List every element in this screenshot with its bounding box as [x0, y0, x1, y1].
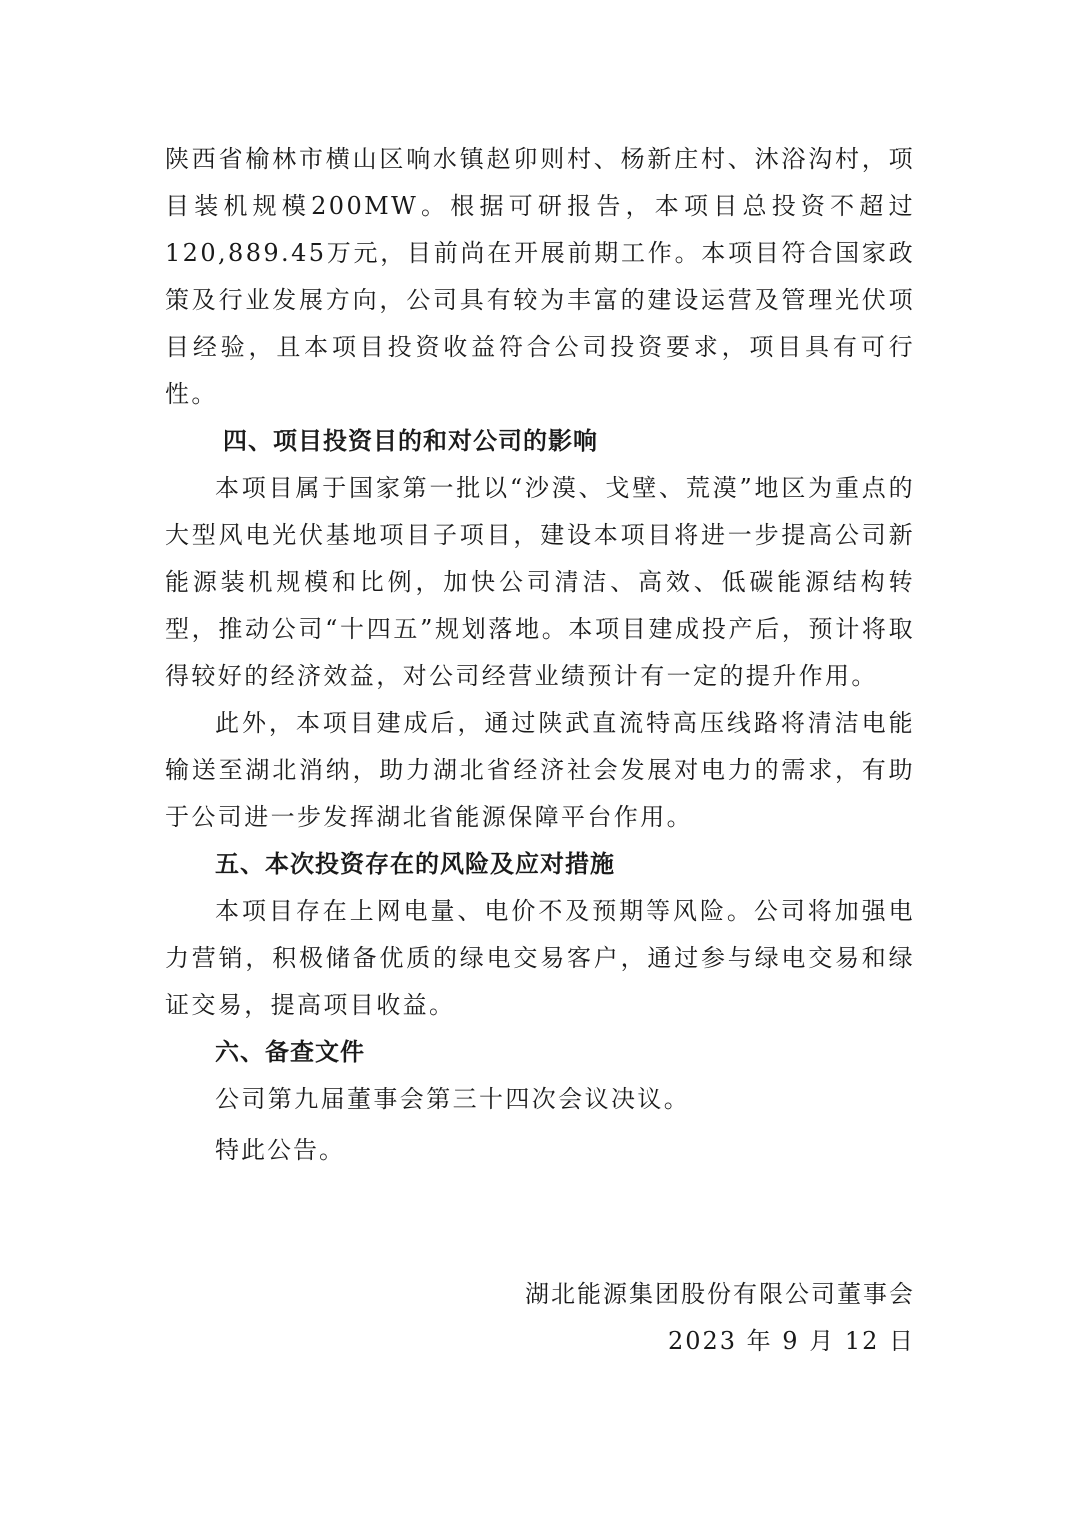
intro-paragraph: 陕西省榆林市横山区响水镇赵卯则村、杨新庄村、沐浴沟村，项目装机规模200MW。根据可研报告，本项目总投资不超过120,889.45万元，目前尚在开展前期工作。本项目符合国家政策及行业发展方向，公司具有较为丰富的建设运营及管理光伏项目经验，且本项目投资收益符合公司投资要求，项目具有可行性。 [165, 145, 915, 408]
section-4-paragraph-2: 此外，本项目建成后，通过陕武直流特高压线路将清洁电能输送至湖北消纳，助力湖北省经济社会发展对电力的需求，有助于公司进一步发挥湖北省能源保障平台作用。 [165, 709, 915, 831]
section-4-heading: 四、项目投资目的和对公司的影响 [223, 427, 598, 455]
section-4-paragraph-1: 本项目属于国家第一批以“沙漠、戈壁、荒漠”地区为重点的大型风电光伏基地项目子项目，建设本项目将进一步提高公司新能源装机规模和比例，加快公司清洁、高效、低碳能源结构转型，推动公司“十四五”规划落地。本项目建成投产后，预计将取得较好的经济效益，对公司经营业绩预计有一定的提升作用。 [165, 474, 915, 690]
section-5-heading: 五、本次投资存在的风险及应对措施 [215, 850, 615, 878]
section-6-heading: 六、备查文件 [215, 1038, 365, 1066]
section-5-paragraph-1: 本项目存在上网电量、电价不及预期等风险。公司将加强电力营销，积极储备优质的绿电交易客户，通过参与绿电交易和绿证交易，提高项目收益。 [165, 897, 915, 1019]
signature-organization: 湖北能源集团股份有限公司董事会 [525, 1280, 915, 1308]
section-6-paragraph-1: 公司第九届董事会第三十四次会议决议。 [215, 1085, 691, 1113]
signature-date: 2023 年 9 月 12 日 [667, 1327, 915, 1355]
document-body [165, 136, 915, 1123]
signature-block [525, 1271, 915, 1365]
closing-statement: 特此公告。 [215, 1136, 345, 1164]
